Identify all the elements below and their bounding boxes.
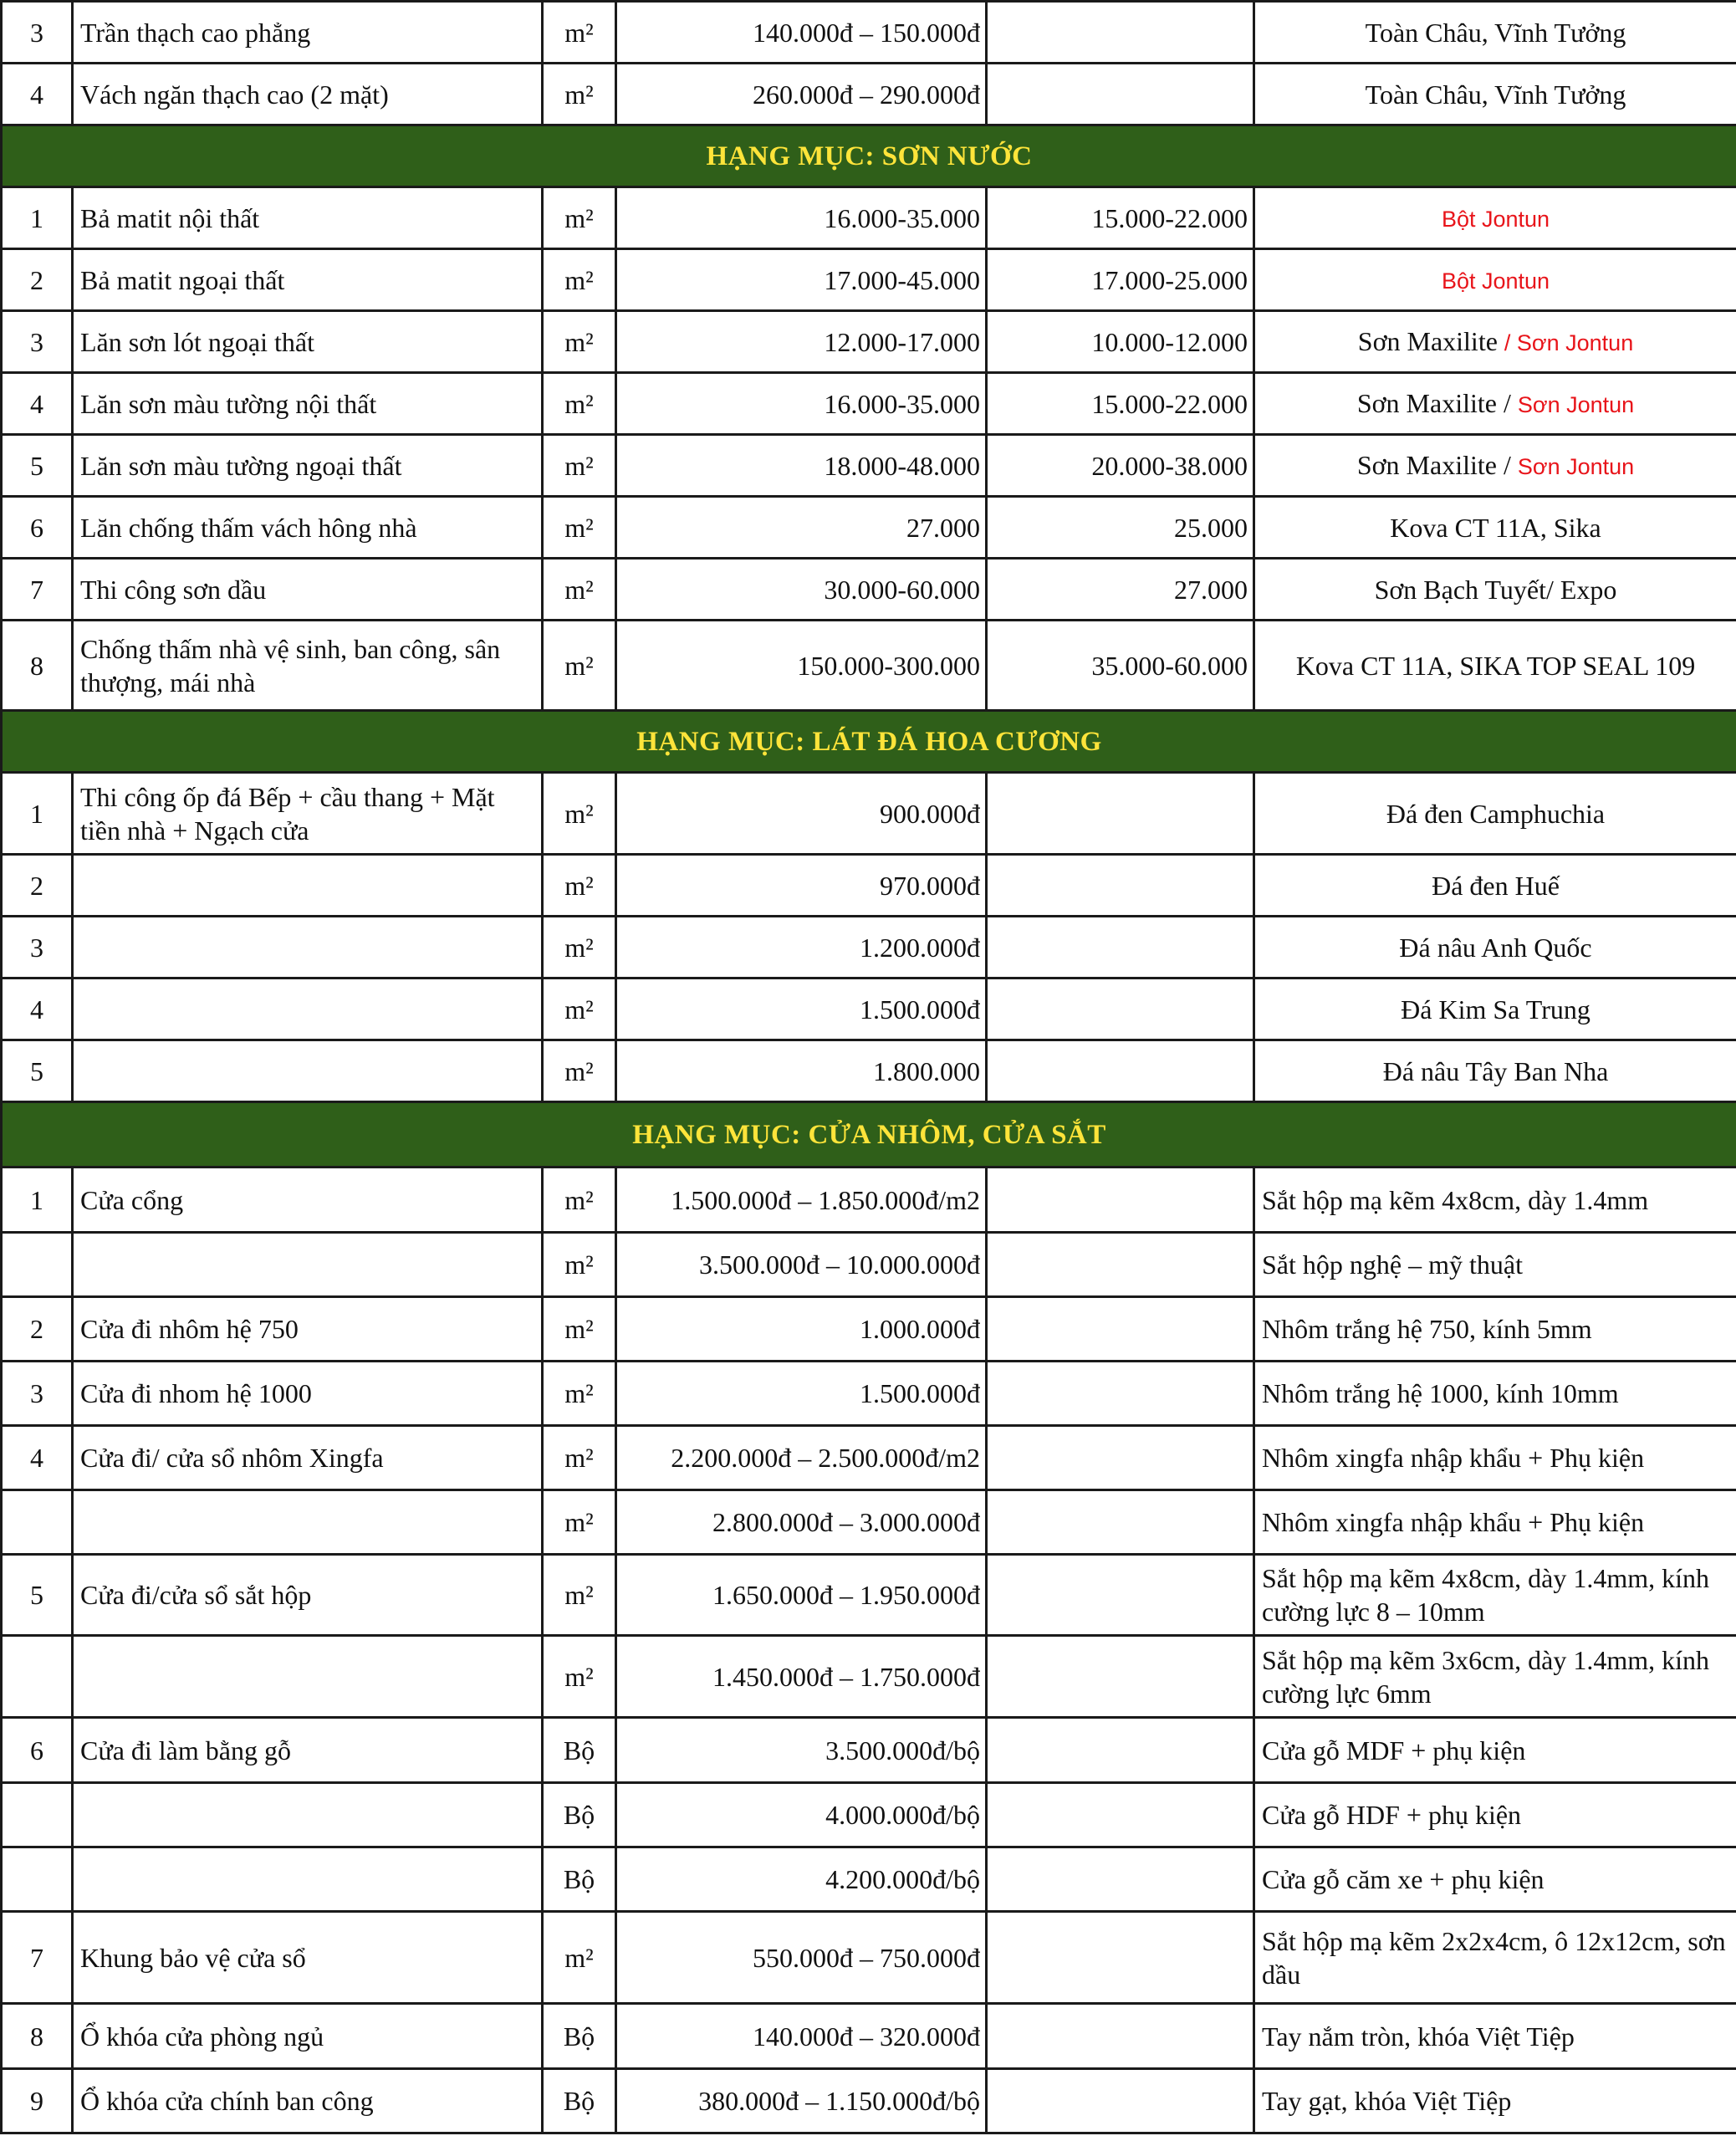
- material-cell: [1254, 1040, 1736, 1102]
- material-cell: [1254, 2004, 1736, 2069]
- unit-cell: m²: [543, 1555, 616, 1636]
- unit-cell: m²: [543, 773, 616, 855]
- labor-price-cell: 27.000: [987, 559, 1254, 621]
- material-text: Đá đen Camphuchia: [1386, 798, 1606, 829]
- labor-price-cell: 17.000-25.000: [987, 249, 1254, 311]
- material-cell: [1254, 979, 1736, 1040]
- material-cell: [1254, 249, 1736, 311]
- unit-cell: m²: [543, 497, 616, 559]
- row-number: 1: [2, 773, 73, 855]
- material-text: Đá nâu Tây Ban Nha: [1382, 1055, 1609, 1086]
- item-name: [73, 979, 543, 1040]
- table-row: [2, 855, 1736, 917]
- material-cell: [1254, 1555, 1736, 1636]
- item-name: [73, 1040, 543, 1102]
- material-cell: [1254, 1718, 1736, 1783]
- material-text: Cửa gỗ căm xe + phụ kiện: [1262, 1864, 1545, 1894]
- unit-cell: m²: [543, 435, 616, 497]
- unit-cell: m²: [543, 249, 616, 311]
- row-number: 8: [2, 2004, 73, 2069]
- labor-price-cell: [987, 1555, 1254, 1636]
- table-row: [2, 1297, 1736, 1362]
- unit-cell: m²: [543, 373, 616, 435]
- item-name: Khung bảo vệ cửa sổ: [73, 1912, 543, 2004]
- price-cell: 16.000-35.000: [616, 373, 987, 435]
- labor-price-cell: [987, 1040, 1254, 1102]
- row-number: [2, 1490, 73, 1555]
- table-row: [2, 1233, 1736, 1297]
- unit-cell: m²: [543, 311, 616, 373]
- row-number: 2: [2, 1297, 73, 1362]
- table-row: [2, 621, 1736, 711]
- material-cell: [1254, 855, 1736, 917]
- row-number: [2, 1847, 73, 1912]
- labor-price-cell: [987, 917, 1254, 979]
- item-name: Lăn sơn màu tường nội thất: [73, 373, 543, 435]
- price-cell: 4.200.000đ/bộ: [616, 1847, 987, 1912]
- row-number: 5: [2, 1555, 73, 1636]
- material-brand-red: / Sơn Jontun: [1504, 330, 1634, 355]
- unit-cell: m²: [543, 64, 616, 125]
- price-cell: 140.000đ – 320.000đ: [616, 2004, 987, 2069]
- material-brand-red: Bột Jontun: [1441, 206, 1550, 232]
- price-cell: 1.500.000đ: [616, 979, 987, 1040]
- section-title: HẠNG MỤC: CỬA NHÔM, CỬA SẮT: [2, 1102, 1736, 1168]
- item-name: Trần thạch cao phẳng: [73, 2, 543, 64]
- material-text: Tay nắm tròn, khóa Việt Tiệp: [1262, 2021, 1575, 2052]
- material-text: Sơn Maxilite /: [1356, 449, 1518, 480]
- table-row: [2, 187, 1736, 249]
- material-cell: [1254, 497, 1736, 559]
- material-text: Nhôm xingfa nhập khẩu + Phụ kiện: [1262, 1507, 1645, 1537]
- item-name: Thi công sơn dầu: [73, 559, 543, 621]
- unit-cell: Bộ: [543, 1847, 616, 1912]
- material-cell: [1254, 1636, 1736, 1718]
- material-text: Nhôm trắng hệ 750, kính 5mm: [1262, 1314, 1592, 1344]
- material-cell: [1254, 311, 1736, 373]
- item-name: Cửa đi/cửa sổ sắt hộp: [73, 1555, 543, 1636]
- material-text: Kova CT 11A, SIKA TOP SEAL 109: [1295, 650, 1696, 681]
- material-brand-red: Sơn Jontun: [1517, 453, 1635, 479]
- material-brand-red: Sơn Jontun: [1517, 391, 1635, 417]
- labor-price-cell: [987, 1912, 1254, 2004]
- row-number: 5: [2, 1040, 73, 1102]
- material-text: Đá nâu Anh Quốc: [1399, 932, 1592, 963]
- section-title: HẠNG MỤC: SƠN NƯỚC: [2, 125, 1736, 187]
- row-number: 6: [2, 497, 73, 559]
- row-number: 4: [2, 373, 73, 435]
- price-cell: 3.500.000đ/bộ: [616, 1718, 987, 1783]
- material-text: Tay gạt, khóa Việt Tiệp: [1262, 2086, 1512, 2116]
- material-text: Sắt hộp mạ kẽm 3x6cm, dày 1.4mm, kính cường lực 6mm: [1262, 1644, 1710, 1709]
- material-brand-red: Bột Jontun: [1441, 268, 1550, 294]
- labor-price-cell: [987, 1783, 1254, 1847]
- row-number: 1: [2, 1168, 73, 1233]
- labor-price-cell: [987, 1718, 1254, 1783]
- labor-price-cell: 15.000-22.000: [987, 373, 1254, 435]
- price-cell: 150.000-300.000: [616, 621, 987, 711]
- table-row: [2, 1362, 1736, 1426]
- material-text: Nhôm trắng hệ 1000, kính 10mm: [1262, 1378, 1619, 1408]
- labor-price-cell: [987, 2004, 1254, 2069]
- item-name: Lăn sơn màu tường ngoại thất: [73, 435, 543, 497]
- material-text: Sắt hộp nghệ – mỹ thuật: [1262, 1249, 1523, 1280]
- table-row: [2, 559, 1736, 621]
- price-cell: 900.000đ: [616, 773, 987, 855]
- row-number: 4: [2, 64, 73, 125]
- unit-cell: m²: [543, 187, 616, 249]
- material-text: Toàn Châu, Vĩnh Tưởng: [1365, 79, 1626, 110]
- price-cell: 1.450.000đ – 1.750.000đ: [616, 1636, 987, 1718]
- labor-price-cell: 15.000-22.000: [987, 187, 1254, 249]
- material-text: Sơn Maxilite: [1357, 325, 1504, 356]
- unit-cell: m²: [543, 917, 616, 979]
- item-name: Ổ khóa cửa chính ban công: [73, 2069, 543, 2133]
- item-name: Cửa đi/ cửa sổ nhôm Xingfa: [73, 1426, 543, 1490]
- unit-cell: Bộ: [543, 1783, 616, 1847]
- item-name: Ổ khóa cửa phòng ngủ: [73, 2004, 543, 2069]
- unit-cell: m²: [543, 1362, 616, 1426]
- material-cell: [1254, 773, 1736, 855]
- row-number: 7: [2, 1912, 73, 2004]
- price-cell: 1.500.000đ – 1.850.000đ/m2: [616, 1168, 987, 1233]
- unit-cell: m²: [543, 979, 616, 1040]
- item-name: Vách ngăn thạch cao (2 mặt): [73, 64, 543, 125]
- table-body: [2, 2, 1736, 2133]
- table-row: [2, 373, 1736, 435]
- labor-price-cell: [987, 2069, 1254, 2133]
- price-cell: 27.000: [616, 497, 987, 559]
- price-cell: 2.800.000đ – 3.000.000đ: [616, 1490, 987, 1555]
- unit-cell: m²: [543, 1912, 616, 2004]
- unit-cell: m²: [543, 1233, 616, 1297]
- labor-price-cell: [987, 979, 1254, 1040]
- row-number: 3: [2, 917, 73, 979]
- table-row: [2, 1636, 1736, 1718]
- table-row: [2, 435, 1736, 497]
- price-cell: 16.000-35.000: [616, 187, 987, 249]
- material-text: Cửa gỗ HDF + phụ kiện: [1262, 1800, 1522, 1830]
- item-name: [73, 917, 543, 979]
- labor-price-cell: 25.000: [987, 497, 1254, 559]
- unit-cell: m²: [543, 1636, 616, 1718]
- price-cell: 1.500.000đ: [616, 1362, 987, 1426]
- table-row: [2, 2004, 1736, 2069]
- labor-price-cell: 20.000-38.000: [987, 435, 1254, 497]
- labor-price-cell: 10.000-12.000: [987, 311, 1254, 373]
- material-cell: [1254, 1783, 1736, 1847]
- row-number: 2: [2, 249, 73, 311]
- item-name: Bả matit nội thất: [73, 187, 543, 249]
- material-cell: [1254, 64, 1736, 125]
- item-name: Thi công ốp đá Bếp + cầu thang + Mặt tiền nhà + Ngạch cửa: [73, 773, 543, 855]
- material-text: Sắt hộp mạ kẽm 4x8cm, dày 1.4mm: [1262, 1184, 1649, 1215]
- material-text: Sơn Bạch Tuyết/ Expo: [1374, 574, 1617, 605]
- item-name: Bả matit ngoại thất: [73, 249, 543, 311]
- unit-cell: m²: [543, 1168, 616, 1233]
- row-number: 7: [2, 559, 73, 621]
- row-number: 6: [2, 1718, 73, 1783]
- labor-price-cell: [987, 855, 1254, 917]
- unit-cell: Bộ: [543, 2004, 616, 2069]
- table-row: [2, 1783, 1736, 1847]
- row-number: 3: [2, 2, 73, 64]
- row-number: [2, 1636, 73, 1718]
- item-name: Cửa cổng: [73, 1168, 543, 1233]
- section-header-row: [2, 125, 1736, 187]
- material-cell: [1254, 1426, 1736, 1490]
- item-name: Lăn sơn lót ngoại thất: [73, 311, 543, 373]
- unit-cell: Bộ: [543, 1718, 616, 1783]
- price-cell: 970.000đ: [616, 855, 987, 917]
- material-text: Sắt hộp mạ kẽm 2x2x4cm, ô 12x12cm, sơn dầu: [1262, 1925, 1726, 1990]
- item-name: [73, 855, 543, 917]
- labor-price-cell: [987, 1426, 1254, 1490]
- table-row: [2, 311, 1736, 373]
- labor-price-cell: [987, 64, 1254, 125]
- section-title: HẠNG MỤC: LÁT ĐÁ HOA CƯƠNG: [2, 711, 1736, 773]
- unit-cell: m²: [543, 1490, 616, 1555]
- item-name: Lăn chống thấm vách hông nhà: [73, 497, 543, 559]
- item-name: [73, 1847, 543, 1912]
- labor-price-cell: [987, 1636, 1254, 1718]
- row-number: 1: [2, 187, 73, 249]
- table-row: [2, 249, 1736, 311]
- material-cell: [1254, 621, 1736, 711]
- item-name: Cửa đi nhom hệ 1000: [73, 1362, 543, 1426]
- row-number: 3: [2, 311, 73, 373]
- unit-cell: Bộ: [543, 2069, 616, 2133]
- unit-cell: m²: [543, 621, 616, 711]
- price-cell: 380.000đ – 1.150.000đ/bộ: [616, 2069, 987, 2133]
- item-name: Chống thấm nhà vệ sinh, ban công, sân thượng, mái nhà: [73, 621, 543, 711]
- material-text: Kova CT 11A, Sika: [1390, 512, 1601, 543]
- material-cell: [1254, 559, 1736, 621]
- price-cell: 1.200.000đ: [616, 917, 987, 979]
- row-number: 3: [2, 1362, 73, 1426]
- material-cell: [1254, 1490, 1736, 1555]
- row-number: [2, 1233, 73, 1297]
- unit-cell: m²: [543, 2, 616, 64]
- table-row: [2, 1490, 1736, 1555]
- labor-price-cell: [987, 1297, 1254, 1362]
- labor-price-cell: [987, 1168, 1254, 1233]
- price-cell: 1.650.000đ – 1.950.000đ: [616, 1555, 987, 1636]
- table-row: [2, 64, 1736, 125]
- item-name: [73, 1783, 543, 1847]
- material-text: Đá đen Huế: [1432, 870, 1560, 901]
- table-row: [2, 1040, 1736, 1102]
- material-text: Nhôm xingfa nhập khẩu + Phụ kiện: [1262, 1443, 1645, 1473]
- table-row: [2, 1718, 1736, 1783]
- material-cell: [1254, 187, 1736, 249]
- price-cell: 1.800.000: [616, 1040, 987, 1102]
- price-cell: 18.000-48.000: [616, 435, 987, 497]
- table-row: [2, 917, 1736, 979]
- row-number: 4: [2, 979, 73, 1040]
- table-row: [2, 497, 1736, 559]
- material-cell: [1254, 1168, 1736, 1233]
- table-row: [2, 1426, 1736, 1490]
- table-row: [2, 979, 1736, 1040]
- row-number: 2: [2, 855, 73, 917]
- price-cell: 1.000.000đ: [616, 1297, 987, 1362]
- item-name: [73, 1233, 543, 1297]
- table-row: [2, 773, 1736, 855]
- labor-price-cell: 35.000-60.000: [987, 621, 1254, 711]
- table-row: [2, 1847, 1736, 1912]
- item-name: Cửa đi làm bằng gỗ: [73, 1718, 543, 1783]
- unit-cell: m²: [543, 1297, 616, 1362]
- material-cell: [1254, 2069, 1736, 2133]
- section-header-row: [2, 1102, 1736, 1168]
- unit-cell: m²: [543, 1040, 616, 1102]
- material-cell: [1254, 373, 1736, 435]
- section-header-row: [2, 711, 1736, 773]
- material-text: Sơn Maxilite /: [1356, 387, 1518, 418]
- material-text: Sắt hộp mạ kẽm 4x8cm, dày 1.4mm, kính cường lực 8 – 10mm: [1262, 1563, 1710, 1627]
- material-cell: [1254, 435, 1736, 497]
- row-number: 8: [2, 621, 73, 711]
- price-cell: 3.500.000đ – 10.000.000đ: [616, 1233, 987, 1297]
- table-row: [2, 1555, 1736, 1636]
- row-number: 4: [2, 1426, 73, 1490]
- price-cell: 4.000.000đ/bộ: [616, 1783, 987, 1847]
- row-number: [2, 1783, 73, 1847]
- price-cell: 12.000-17.000: [616, 311, 987, 373]
- table-row: [2, 2, 1736, 64]
- price-cell: 260.000đ – 290.000đ: [616, 64, 987, 125]
- table-row: [2, 2069, 1736, 2133]
- item-name: [73, 1490, 543, 1555]
- material-cell: [1254, 1912, 1736, 2004]
- item-name: [73, 1636, 543, 1718]
- table-row: [2, 1168, 1736, 1233]
- unit-cell: m²: [543, 559, 616, 621]
- labor-price-cell: [987, 2, 1254, 64]
- row-number: 5: [2, 435, 73, 497]
- material-cell: [1254, 1233, 1736, 1297]
- material-cell: [1254, 917, 1736, 979]
- price-cell: 30.000-60.000: [616, 559, 987, 621]
- price-cell: 2.200.000đ – 2.500.000đ/m2: [616, 1426, 987, 1490]
- unit-cell: m²: [543, 1426, 616, 1490]
- material-cell: [1254, 2, 1736, 64]
- row-number: 9: [2, 2069, 73, 2133]
- material-text: Cửa gỗ MDF + phụ kiện: [1262, 1735, 1526, 1765]
- table-row: [2, 1912, 1736, 2004]
- price-cell: 17.000-45.000: [616, 249, 987, 311]
- labor-price-cell: [987, 773, 1254, 855]
- labor-price-cell: [987, 1847, 1254, 1912]
- item-name: Cửa đi nhôm hệ 750: [73, 1297, 543, 1362]
- price-cell: 550.000đ – 750.000đ: [616, 1912, 987, 2004]
- unit-cell: m²: [543, 855, 616, 917]
- material-cell: [1254, 1297, 1736, 1362]
- price-cell: 140.000đ – 150.000đ: [616, 2, 987, 64]
- labor-price-cell: [987, 1490, 1254, 1555]
- material-text: Đá Kim Sa Trung: [1401, 994, 1590, 1025]
- material-cell: [1254, 1847, 1736, 1912]
- material-cell: [1254, 1362, 1736, 1426]
- material-text: Toàn Châu, Vĩnh Tưởng: [1365, 17, 1626, 48]
- labor-price-cell: [987, 1362, 1254, 1426]
- labor-price-cell: [987, 1233, 1254, 1297]
